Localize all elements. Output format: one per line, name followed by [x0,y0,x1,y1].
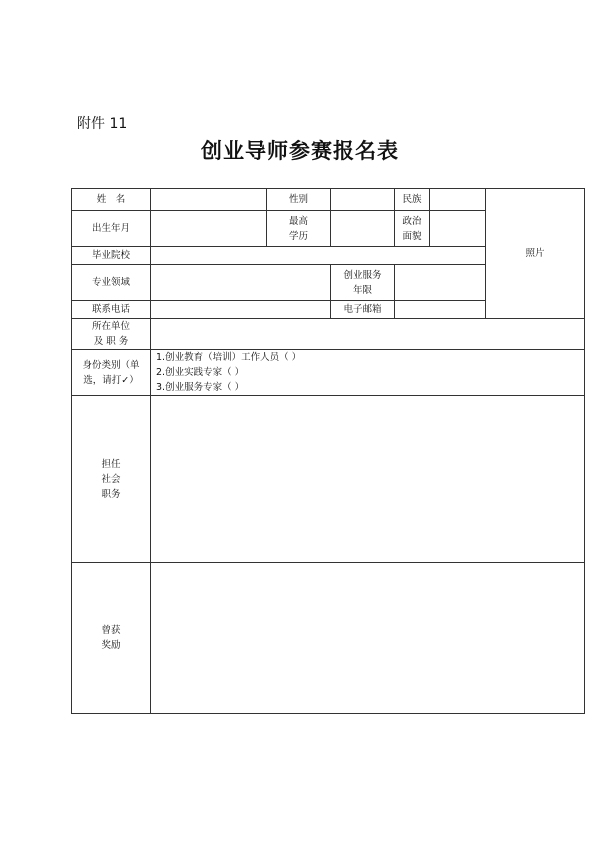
education-label-line1: 最高 [288,215,308,227]
education-label [267,211,331,247]
service-years-field[interactable] [395,265,486,301]
phone-label: 联系电话 [72,301,151,319]
service-years-label-line1: 创业服务 [343,269,382,281]
service-years-label-line2: 年限 [352,284,372,296]
email-field[interactable] [395,301,486,319]
award-label-line2: 奖励 [101,640,121,651]
social-position-label-line3: 职务 [101,488,121,500]
identity-option-practice[interactable]: 2.创业实践专家（ ） [156,367,245,378]
field-label: 专业领域 [72,265,151,301]
political-field[interactable] [430,211,486,247]
award-label [72,563,151,714]
photo-cell[interactable] [486,189,585,319]
gender-field[interactable] [331,189,395,211]
service-years-label [331,265,395,301]
ethnicity-field[interactable] [430,189,486,211]
birth-label: 出生年月 [72,211,151,247]
social-position-label-line2: 社会 [101,473,121,485]
phone-field[interactable] [151,301,331,319]
political-label-line2: 面貌 [402,230,422,242]
school-field[interactable] [151,247,486,265]
unit-label-line2: 及 职 务 [93,336,129,347]
identity-label [72,350,151,396]
award-label-line1: 曾获 [101,625,121,636]
education-label-line2: 学历 [288,230,308,242]
identity-option-education[interactable]: 1.创业教育（培训）工作人员（ ） [156,352,302,363]
identity-options [151,350,585,396]
political-label-line1: 政治 [402,215,422,227]
social-position-label [72,396,151,563]
unit-field[interactable] [151,319,585,350]
political-label [395,211,430,247]
name-label: 姓 名 [72,189,151,211]
name-field[interactable] [151,189,267,211]
birth-field[interactable] [151,211,267,247]
identity-label-line1: 身份类别（单 [82,359,140,371]
page-title: 创业导师参赛报名表 [201,138,399,163]
photo-label: 照片 [525,248,545,259]
social-position-label-line1: 担任 [101,458,121,470]
social-position-field[interactable] [151,396,585,563]
education-field[interactable] [331,211,395,247]
identity-label-line2: 选，请打✓） [83,374,139,386]
registration-form-table [71,188,585,714]
award-field[interactable] [151,563,585,714]
unit-label [72,319,151,350]
field-field[interactable] [151,265,331,301]
gender-label: 性别 [267,189,331,211]
attachment-label: 附件 11 [77,116,128,132]
unit-label-line1: 所在单位 [91,321,130,332]
school-label: 毕业院校 [72,247,151,265]
identity-option-service[interactable]: 3.创业服务专家（ ） [156,382,245,393]
ethnicity-label: 民族 [395,189,430,211]
email-label: 电子邮箱 [331,301,395,319]
